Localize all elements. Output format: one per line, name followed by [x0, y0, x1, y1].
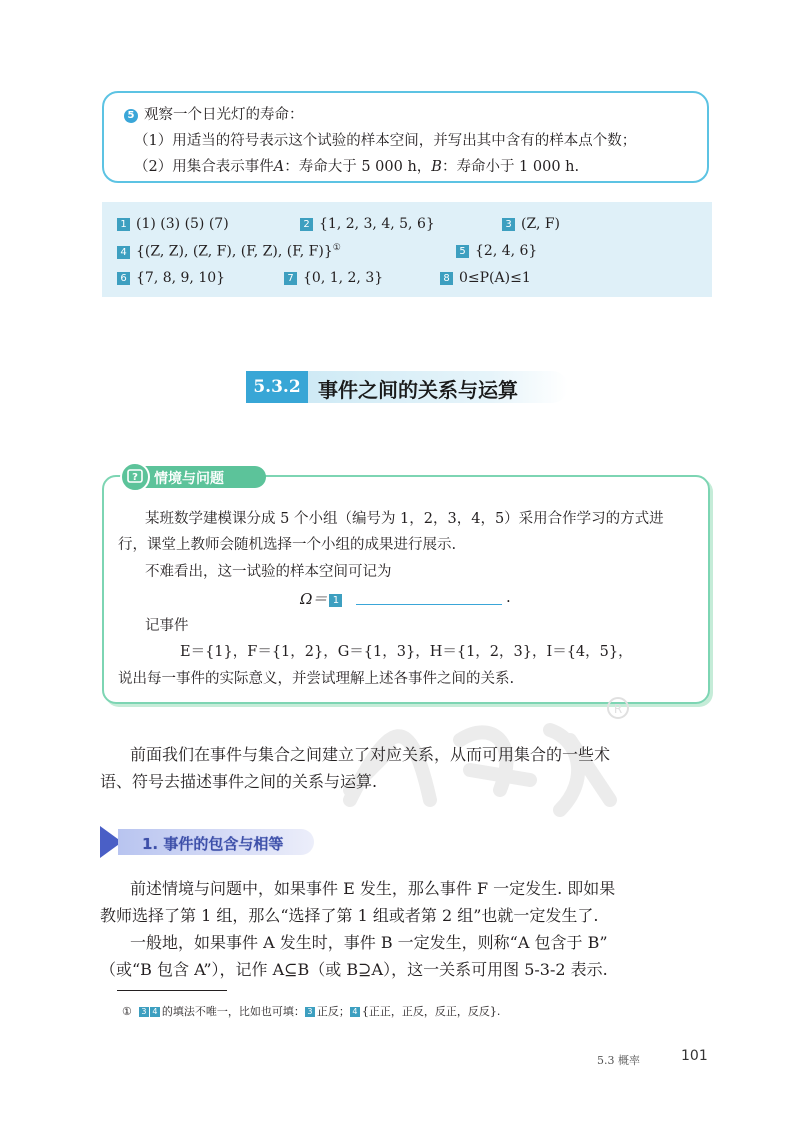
subsection-title: 1. 事件的包含与相等 [142, 835, 284, 853]
body-2-line-2: 教师选择了第 1 组，那么“选择了第 1 组或者第 2 组”也就一定发生了. [100, 906, 599, 925]
svg-text:?: ? [132, 472, 138, 483]
scenario-para-3: 记事件 [145, 618, 189, 634]
blank-number: 1 [329, 594, 342, 607]
answer-2: 2 {1, 2, 3, 4, 5, 6} [300, 216, 435, 232]
body-2-line-1: 前述情境与问题中，如果事件 E 发生，那么事件 F 一定发生. 即如果 [130, 879, 616, 898]
scenario-para-1-line-1: 某班数学建模课分成 5 个小组（编号为 1，2，3，4，5）采用合作学习的方式进 [145, 511, 664, 527]
answer-3: 3 (Z, F) [502, 216, 560, 232]
exercise-box [102, 91, 709, 183]
answer-7: 7 {0, 1, 2, 3} [284, 270, 383, 286]
scenario-tag [120, 462, 270, 492]
answer-blank[interactable] [356, 604, 502, 605]
exercise-number: 5 [124, 109, 138, 123]
body-para-1-line-1: 前面我们在事件与集合之间建立了对应关系，从而可用集合的一些术 [130, 745, 611, 764]
footnote: ① 3 4 的填法不唯一，比如也可填： 3 正反； 4 {正正，正反，反正，反反}. [122, 1005, 501, 1018]
section-number: 5.3.2 [246, 371, 308, 403]
exercise-title: 5 观察一个日光灯的寿命： [124, 103, 304, 124]
answer-1: 1 (1) (3) (5) (7) [117, 216, 229, 232]
body-para-1-line-2: 语、符号去描述事件之间的关系与运算. [100, 772, 378, 791]
body-2-line-4: （或“B 包含 A”），记作 A⊆B（或 B⊇A），这一关系可用图 5-3-2 表示. [100, 960, 608, 979]
body-2-line-3: 一般地，如果事件 A 发生时，事件 B 一定发生，则称“A 包含于 B” [130, 933, 608, 952]
answer-6: 6 {7, 8, 9, 10} [117, 270, 225, 286]
answer-8: 8 0≤P(A)≤1 [440, 270, 531, 286]
footnote-rule [117, 990, 227, 991]
answers-panel [102, 202, 712, 297]
exercise-item-2: （2）用集合表示事件A：寿命大于 5 000 h，B：寿命小于 1 000 h. [134, 159, 580, 175]
sample-space-line: Ω＝ 1 . [300, 588, 511, 608]
scenario-para-1-line-2: 行，课堂上教师会随机选择一个小组的成果进行展示. [118, 537, 457, 553]
scenario-para-2: 不难看出，这一试验的样本空间可记为 [145, 564, 392, 580]
footer-section-label: 5.3 概率 [597, 1054, 640, 1067]
exercise-item-1: （1）用适当的符号表示这个试验的样本空间，并写出其中含有的样本点个数； [134, 133, 637, 149]
svg-text:R: R [613, 702, 623, 716]
scenario-tag-label: 情境与问题 [154, 471, 224, 487]
scenario-events: E＝{1}，F＝{1，2}，G＝{1，3}，H＝{1，2，3}，I＝{4，5}， [180, 644, 633, 660]
page-number: 101 [681, 1048, 708, 1064]
section-title: 事件之间的关系与运算 [318, 378, 518, 402]
answer-5: 5 {2, 4, 6} [456, 243, 537, 259]
answer-4: 4 {(Z, Z), (Z, F), (F, Z), (F, F)}① [117, 243, 341, 260]
scenario-para-4: 说出每一事件的实际意义，并尝试理解上述各事件之间的关系. [118, 671, 515, 687]
question-icon [120, 462, 150, 492]
